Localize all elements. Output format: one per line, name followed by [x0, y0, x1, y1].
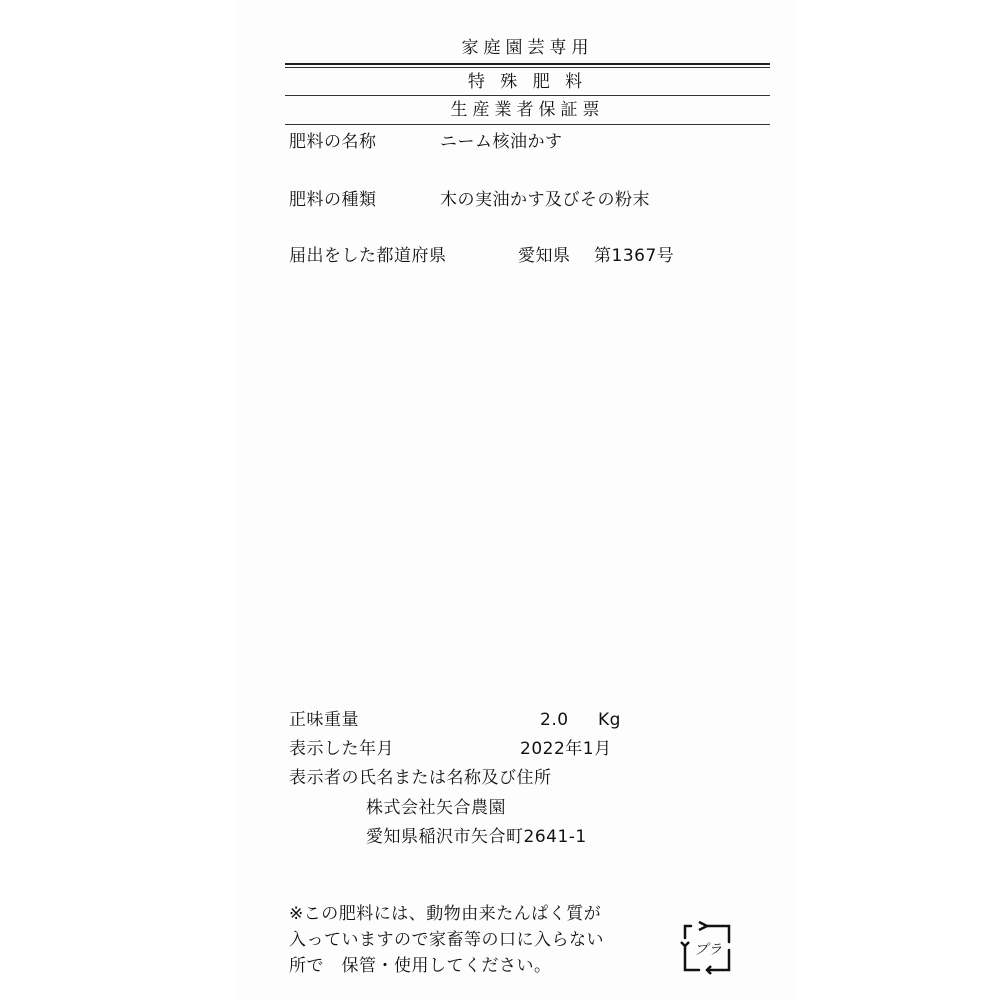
header-rule-top: [285, 63, 770, 65]
display-date-value: 2022年1月: [520, 739, 612, 759]
notice-line-2: 入っていますので家畜等の口に入らない: [289, 930, 604, 950]
notice-line-3: 所で 保管・使用してください。: [289, 956, 552, 976]
header-rule-bottom: [285, 124, 770, 125]
prefecture-label: 届出をした都道府県: [289, 246, 447, 266]
company-name: 株式会社矢合農園: [366, 798, 506, 818]
pla-mark-text: プラ: [694, 942, 722, 958]
header-rule-top-inner: [285, 67, 770, 68]
header-line-special-fertilizer: 特 殊 肥 料: [467, 72, 588, 92]
registration-number: 第1367号: [594, 246, 675, 266]
prefecture-value: 愛知県: [518, 246, 571, 266]
header-rule-middle: [285, 95, 770, 96]
display-date-label: 表示した年月: [289, 739, 394, 759]
net-weight-label: 正味重量: [289, 710, 359, 730]
pla-recycle-icon-graphic: [677, 920, 737, 976]
fertilizer-type-label: 肥料の種類: [289, 190, 377, 210]
header-line-guarantee: 生産業者保証票: [450, 100, 605, 120]
net-weight-value: 2.0: [540, 710, 569, 730]
fertilizer-type-value: 木の実油かす及びその粉末: [440, 190, 650, 210]
notice-line-1: ※この肥料には、動物由来たんぱく質が: [289, 904, 602, 924]
net-weight-unit: Kg: [598, 710, 621, 730]
header-line-home-gardening: 家庭園芸専用: [461, 38, 594, 58]
labeler-label: 表示者の氏名または名称及び住所: [289, 768, 552, 788]
company-address: 愛知県稲沢市矢合町2641-1: [366, 827, 587, 847]
fertilizer-name-label: 肥料の名称: [289, 132, 377, 152]
fertilizer-name-value: ニーム核油かす: [440, 132, 563, 152]
pla-recycle-icon: [677, 920, 737, 976]
